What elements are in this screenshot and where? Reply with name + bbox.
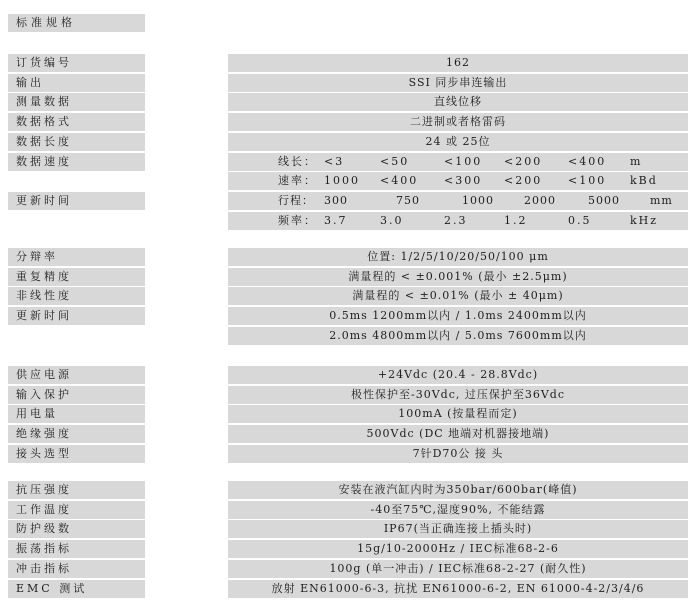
spec-value: 500Vdc (DC 地端对机器接地端) [228,425,688,443]
spec-grid-cell: 750 [396,194,420,207]
spec-label: 供应电源 [8,366,145,384]
spec-value: 满量程的 < ±0.001% (最小 ±2.5μm) [228,268,688,286]
spec-label: 接头选型 [8,445,145,463]
spec-value: +24Vdc (20.4 - 28.8Vdc) [228,366,688,384]
spec-grid-cell: <3 [324,155,345,168]
spec-grid-cell: 300 [324,194,348,207]
spec-grid-cell: kBd [630,174,658,187]
spec-label: 订货编号 [8,54,145,72]
spec-grid-cell: m [630,155,643,168]
spec-grid-cell: 频率： [278,214,317,227]
spec-value: 0.5ms 1200mm以内 / 1.0ms 2400mm以内 [228,307,688,325]
spec-grid-cell: <100 [568,174,607,187]
spec-grid-cell: 3.0 [380,214,404,227]
spec-grid-cell: <200 [504,174,543,187]
spec-grid-cell: 2.3 [444,214,468,227]
spec-grid-cell: 1000 [324,174,360,187]
spec-grid-cell: kHz [630,214,659,227]
spec-grid-cell: <50 [380,155,410,168]
spec-grid-cell: 3.7 [324,214,348,227]
spec-grid-cell: 5000 [588,194,620,207]
spec-label: 更新时间 [8,307,145,325]
spec-value [228,172,688,190]
spec-value: 2.0ms 4800mm以内 / 5.0ms 7600mm以内 [228,327,688,345]
section-title: 标准规格 [8,14,145,32]
spec-value: SSI 同步串连输出 [228,74,688,92]
spec-label: 数据格式 [8,113,145,131]
spec-grid-cell: 行程： [278,194,314,207]
spec-grid-cell: 线长： [278,155,317,168]
spec-grid-cell: <400 [380,174,419,187]
spec-value: 二进制或者格雷码 [228,113,688,131]
spec-grid-cell: <100 [444,155,483,168]
spec-value: 放射 EN61000-6-3, 抗扰 EN61000-6-2, EN 61000-4-2/3/4/6 [228,580,688,598]
spec-grid-cell: <300 [444,174,483,187]
spec-label: 非线性度 [8,287,145,305]
spec-value: 满量程的 < ±0.01% (最小 ± 40μm) [228,287,688,305]
spec-grid-cell: 1.2 [504,214,528,227]
spec-grid-cell: <400 [568,155,607,168]
spec-label: 用电量 [8,405,145,423]
spec-label: 输入保护 [8,386,145,404]
spec-label: 抗压强度 [8,481,145,499]
spec-label: 分辩率 [8,248,145,266]
spec-value: 100mA (按量程而定) [228,405,688,423]
spec-label: 数据长度 [8,133,145,151]
spec-label: 更新时间 [8,192,145,210]
spec-label: 振荡指标 [8,540,145,558]
spec-label: 测量数据 [8,93,145,111]
spec-value [228,192,688,210]
spec-value: 15g/10-2000Hz / IEC标准68-2-6 [228,540,688,558]
spec-label: 工作温度 [8,501,145,519]
spec-value: 直线位移 [228,93,688,111]
spec-label: 数据速度 [8,153,145,171]
spec-label: 防护级数 [8,520,145,538]
spec-value: 安装在液汽缸内时为350bar/600bar(峰值) [228,481,688,499]
spec-grid-cell: 0.5 [568,214,592,227]
spec-value [228,212,688,230]
spec-label: 冲击指标 [8,560,145,578]
spec-value: 7针D70公 接 头 [228,445,688,463]
spec-grid-cell: <200 [504,155,543,168]
spec-label: 重复精度 [8,268,145,286]
spec-value: IP67(当正确连接上插头时) [228,520,688,538]
spec-value [228,153,688,171]
spec-label: 输出 [8,74,145,92]
spec-label: EMC 测试 [8,580,145,598]
spec-value: 162 [228,54,688,72]
spec-value: 24 或 25位 [228,133,688,151]
spec-value: -40至75℃,湿度90%, 不能结露 [228,501,688,519]
spec-grid-cell: mm [650,194,673,207]
spec-value: 100g (单一冲击) / IEC标准68-2-27 (耐久性) [228,560,688,578]
spec-grid-cell: 1000 [462,194,494,207]
spec-value: 位置: 1/2/5/10/20/50/100 μm [228,248,688,266]
spec-label: 绝缘强度 [8,425,145,443]
spec-grid-cell: 速率： [278,174,317,187]
spec-grid-cell: 2000 [524,194,556,207]
spec-value: 极性保护至-30Vdc, 过压保护至36Vdc [228,386,688,404]
